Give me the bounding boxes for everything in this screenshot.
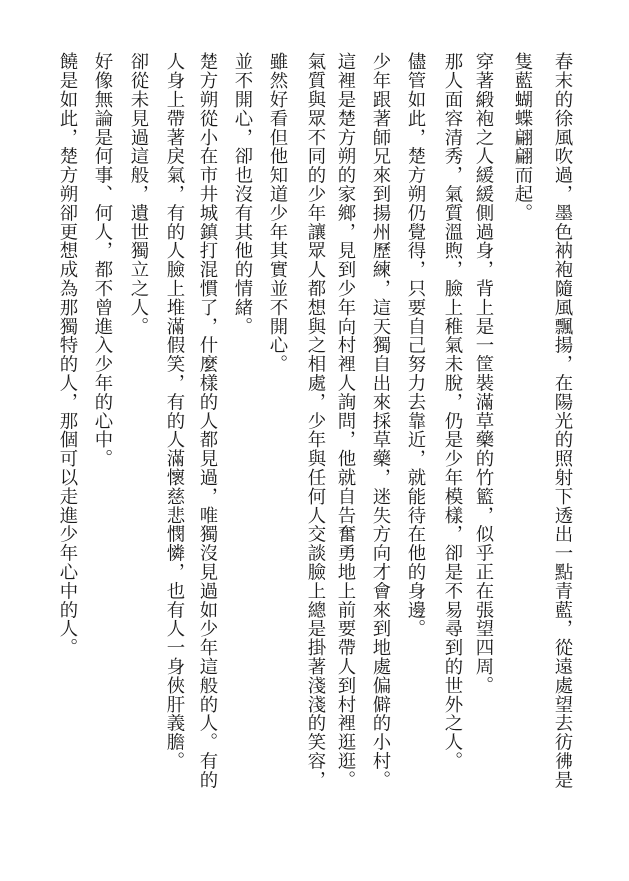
text-column-4: 那人面容清秀，氣質溫煦，臉上稚氣未脫，仍是少年模樣，卻是不易尋到的世外之人。 <box>442 52 463 771</box>
text-column-6: 少年跟著師兄來到揚州歷練，這天獨自出來採草藥，迷失方向才會來到地處偏僻的小村。 <box>370 52 391 790</box>
text-column-3: 穿著緞袍之人緩緩側過身，背上是一筐裝滿草藥的竹籃，似乎正在張望四周。 <box>473 52 494 695</box>
text-column-12: 人身上帶著戾氣，有的人臉上堆滿假笑，有的人滿懷慈悲憫憐，也有人一身俠肝義膽。 <box>164 52 185 771</box>
text-column-10: 並不開心，卻也沒有其他的情緒。 <box>232 52 253 336</box>
text-column-5: 儘管如此，楚方朔仍覺得，只要自己努力去靠近，就能待在他的身邊。 <box>405 52 426 638</box>
text-column-1: 春末的徐風吹過，墨色衲袍隨風飄揚，在陽光的照射下透出一點青藍，從遠處望去彷彿是 <box>552 52 573 790</box>
text-column-8: 氣質與眾不同的少年讓眾人都想與之相處，少年與任何人交談臉上總是掛著淺淺的笑容， <box>305 52 326 790</box>
text-column-9: 雖然好看但他知道少年其實並不開心。 <box>267 52 288 374</box>
text-column-13: 卻從未見過這般，遺世獨立之人。 <box>128 52 149 336</box>
text-column-11: 楚方朔從小在市井城鎮打混慣了，什麼樣的人都見過，唯獨沒見過如少年這般的人。有的 <box>197 52 218 790</box>
text-column-2: 隻藍蝴蝶翩翩而起。 <box>512 52 533 223</box>
text-column-7: 這裡是楚方朔的家鄉，見到少年向村裡人詢問，他就自告奮勇地上前要帶人到村裡逛逛。 <box>335 52 356 790</box>
text-column-14: 好像無論是何事、何人，都不曾進入少年的心中。 <box>92 52 113 468</box>
text-column-15: 饒是如此，楚方朔卻更想成為那獨特的人，那個可以走進少年心中的人。 <box>57 52 78 657</box>
